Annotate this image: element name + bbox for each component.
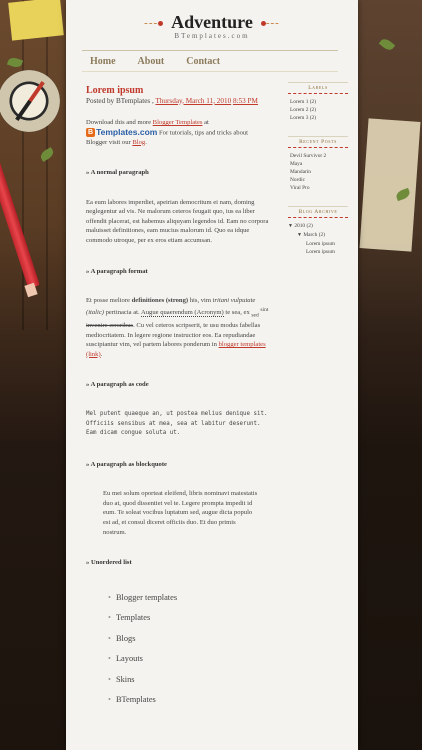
archive-post-link[interactable]: Lorem ipsum	[306, 241, 335, 247]
labels-widget-title: Labels	[288, 82, 348, 94]
list-item: • Blogs	[108, 629, 269, 650]
download-at: at	[204, 119, 209, 126]
format-sup: sint	[260, 306, 269, 313]
recent-posts-widget	[288, 136, 348, 192]
wood-plank-line	[22, 0, 24, 330]
triangle-down-icon[interactable]: ▼	[297, 233, 302, 238]
nav-about[interactable]: About	[137, 56, 165, 67]
list-item: • Layouts	[108, 649, 269, 670]
format-acronym: Augue quaerendum (Acronym)	[140, 309, 224, 317]
nav-home[interactable]: Home	[90, 56, 116, 67]
main-nav	[82, 50, 338, 72]
post-date-link[interactable]: Thursday, March 11, 2010	[155, 96, 232, 105]
code-paragraph: Mel putent quaeque an, ut postea melius denique sit. Officiis sensibus at mea, sea at labitur deserunt. Eam dicam congue soluta ut.	[86, 410, 268, 437]
ornament-dot-icon	[261, 21, 266, 26]
post-meta	[86, 97, 269, 106]
blog-page	[66, 0, 358, 750]
format-strikethrough: invenire erroribus	[86, 321, 134, 329]
format-link[interactable]: blogger templates (link)	[86, 341, 266, 358]
format-text: Et posse meliore	[86, 297, 130, 305]
list-item: • Blogger templates	[108, 588, 269, 609]
blockquote-heading: » A paragraph as blockquote	[86, 460, 167, 468]
normal-paragraph-heading: » A normal paragraph	[86, 169, 149, 177]
sidebar	[288, 82, 348, 270]
blog-link[interactable]: Blog	[132, 138, 146, 146]
title-ornament-left: ---	[144, 17, 163, 29]
normal-paragraph: Ea eum labores imperdiet, apeirian democritum ei nam, doming neglegentur ad vis. Ne malorum ceteros feugait quo, ius ea liber offendit placerat, est habemus aliquyam legendos id. Eam no corpora maluisset definitiones, eam mucius malorum id. Quo ea idque commodo utroque, per ex eros etiam accumsan.	[86, 198, 269, 245]
recent-post-link[interactable]: Maya	[290, 161, 303, 167]
site-subtitle: BTemplates.com	[174, 32, 250, 40]
label-link[interactable]: Lorem 2 (2)	[290, 107, 317, 113]
label-link[interactable]: Lorem 1 (2)	[290, 99, 317, 105]
unordered-list	[108, 588, 269, 711]
blog-archive-widget-title: Blog Archive	[288, 206, 348, 218]
recent-post-link[interactable]: Mandarin	[290, 169, 311, 175]
format-text: his, vim	[189, 297, 211, 305]
recent-post-link[interactable]: Nordic	[290, 177, 305, 183]
archive-month-label[interactable]: March	[303, 232, 318, 238]
download-line	[86, 118, 269, 147]
blog-link-period: .	[145, 138, 147, 146]
format-sub: sed	[251, 312, 259, 319]
format-text: te sea, ex	[225, 309, 250, 317]
blockquote: Eu mei solum oporteat eleifend, libris nominavi maiestatis duo at, quod dissentiet vel te. Legere prompta impedit id eum. Te soleat vocibus luptatum sed, augue dicta populo est ad, et consul diceret officiis duo. Et duo primis nostrum.	[103, 490, 258, 536]
site-header	[66, 12, 358, 40]
blogger-templates-link[interactable]: Blogger Templates	[152, 119, 203, 126]
format-text: pertinacia at.	[105, 309, 140, 317]
title-ornament-right: ---	[261, 17, 280, 29]
archive-year-count: (2)	[306, 223, 313, 229]
format-text: . Cu vel ceteros scripserit, te usu modus fabellas mediocritatem. In legere regione instructior eos. Ea repudiandae suscipiantur vim, vel partem labores ponderum in	[86, 321, 261, 349]
post-author: Posted by BTemplates ,	[86, 96, 154, 105]
blog-post	[86, 86, 269, 711]
code-paragraph-heading: » A paragraph as code	[86, 381, 149, 389]
btemplates-logo[interactable]	[86, 128, 157, 138]
recent-posts-widget-title: Recent Posts	[288, 136, 348, 148]
archive-year-label[interactable]: 2010	[294, 223, 306, 229]
format-paragraph	[86, 296, 269, 359]
archive-month[interactable]	[288, 231, 348, 240]
labels-widget	[288, 82, 348, 122]
nav-contact[interactable]: Contact	[186, 56, 221, 67]
archive-post-link[interactable]: Lorem ipsum	[306, 249, 335, 255]
ornament-dot-icon	[158, 21, 163, 26]
blog-archive-widget	[288, 206, 348, 256]
archive-year[interactable]	[288, 222, 348, 231]
unordered-list-heading: » Unordered list	[86, 559, 132, 567]
post-title[interactable]: Lorem ipsum	[86, 85, 144, 96]
tutorials-text: For tutorials, tips and tricks about Blogger visit our	[86, 128, 248, 146]
format-italic: tritani vulputate (italic)	[86, 297, 256, 317]
wood-plank-line	[46, 0, 48, 330]
label-link[interactable]: Lorem 3 (2)	[290, 115, 317, 121]
list-item: • Skins	[108, 670, 269, 691]
post-time-link[interactable]: 8:53 PM	[232, 96, 258, 105]
btemplates-logo-text: Templates.com	[96, 126, 158, 137]
format-text: .	[100, 350, 103, 358]
format-strong: definitiones (strong)	[131, 297, 189, 305]
sticky-note-decoration	[8, 0, 64, 41]
download-prefix: Download this and more	[86, 119, 152, 126]
torn-paper-decoration	[360, 118, 421, 251]
btemplates-logo-letter: B	[88, 128, 94, 136]
recent-post-link[interactable]: Devil Survivor 2	[290, 153, 327, 159]
recent-post-link[interactable]: Viral Pro	[290, 185, 310, 191]
triangle-down-icon[interactable]: ▼	[288, 224, 293, 229]
background-right-desk	[356, 0, 422, 750]
list-item: • Templates	[108, 608, 269, 629]
list-item: • BTemplates	[108, 690, 269, 711]
format-paragraph-heading: » A paragraph format	[86, 267, 148, 275]
archive-month-count: (2)	[318, 232, 326, 238]
site-title[interactable]: Adventure	[171, 12, 253, 32]
